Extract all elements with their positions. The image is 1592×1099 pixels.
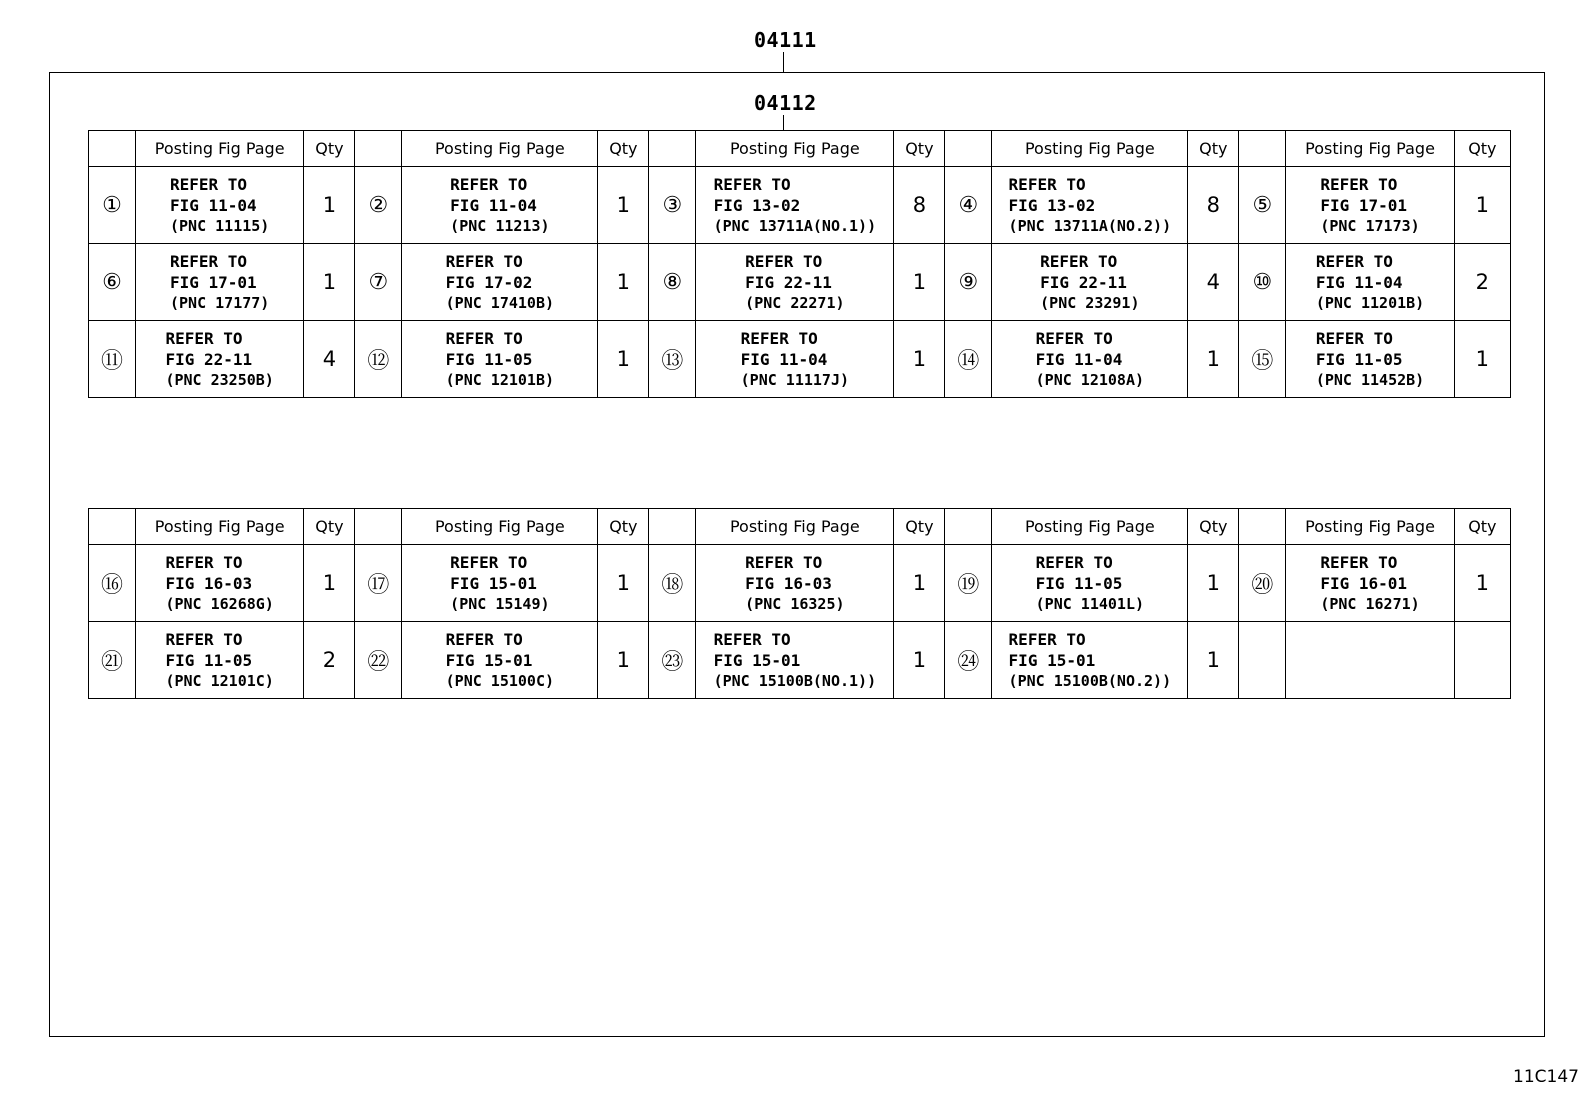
header-row bbox=[89, 131, 1511, 167]
header-posting-fig-page: Posting Fig Page bbox=[402, 131, 598, 167]
header-blank-cell bbox=[355, 509, 402, 545]
item-number: ⑰ bbox=[355, 545, 402, 622]
reference-cell bbox=[992, 622, 1188, 699]
reference-text bbox=[446, 328, 554, 391]
item-number: ⑪ bbox=[89, 321, 136, 398]
fig-reference: FIG 22-11 bbox=[745, 272, 832, 292]
fig-reference: FIG 11-05 bbox=[1315, 349, 1403, 369]
quantity: 1 bbox=[304, 545, 355, 622]
item-number: ⑧ bbox=[649, 244, 696, 321]
reference-text bbox=[446, 251, 554, 314]
item-number: ⑤ bbox=[1239, 167, 1286, 244]
reference-cell bbox=[402, 244, 598, 321]
header-posting-fig-page: Posting Fig Page bbox=[1286, 509, 1454, 545]
fig-reference: FIG 16-01 bbox=[1320, 573, 1408, 593]
item-number: ⑮ bbox=[1239, 321, 1286, 398]
reference-cell bbox=[402, 321, 598, 398]
quantity: 1 bbox=[1188, 545, 1239, 622]
quantity: 1 bbox=[598, 167, 649, 244]
reference-cell bbox=[1286, 545, 1454, 622]
quantity bbox=[1454, 622, 1510, 699]
header-qty: Qty bbox=[894, 509, 945, 545]
pnc-reference: (PNC 15100B(NO.1)) bbox=[713, 671, 877, 690]
pnc-reference: (PNC 11201B) bbox=[1315, 293, 1425, 312]
reference-text bbox=[1009, 629, 1172, 692]
quantity: 1 bbox=[894, 321, 945, 398]
reference-cell bbox=[135, 167, 303, 244]
item-number: ㉒ bbox=[355, 622, 402, 699]
reference-cell bbox=[135, 622, 303, 699]
item-number: ㉓ bbox=[649, 622, 696, 699]
reference-text bbox=[1040, 251, 1139, 314]
reference-cell bbox=[992, 545, 1188, 622]
pnc-reference: (PNC 12101C) bbox=[165, 671, 274, 690]
quantity: 8 bbox=[1188, 167, 1239, 244]
parts-reference-table-2 bbox=[88, 508, 1511, 699]
item-number: ⑦ bbox=[355, 244, 402, 321]
refer-to-label: REFER TO bbox=[1035, 552, 1113, 572]
reference-text bbox=[1036, 328, 1144, 391]
fig-reference: FIG 11-05 bbox=[165, 650, 253, 670]
fig-reference: FIG 11-04 bbox=[1315, 272, 1403, 292]
header-posting-fig-page: Posting Fig Page bbox=[696, 131, 894, 167]
reference-cell bbox=[1286, 244, 1454, 321]
quantity: 1 bbox=[1454, 167, 1510, 244]
refer-to-label: REFER TO bbox=[1320, 552, 1398, 572]
pnc-reference: (PNC 11117J) bbox=[740, 370, 850, 389]
reference-text bbox=[714, 629, 877, 692]
header-qty: Qty bbox=[598, 509, 649, 545]
pnc-reference: (PNC 13711A(NO.2)) bbox=[1008, 216, 1172, 235]
header-blank-cell bbox=[945, 131, 992, 167]
pnc-reference: (PNC 11213) bbox=[450, 216, 550, 235]
fig-reference: FIG 15-01 bbox=[713, 650, 801, 670]
pnc-reference: (PNC 17410B) bbox=[445, 293, 555, 312]
item-number: ㉑ bbox=[89, 622, 136, 699]
header-qty: Qty bbox=[598, 131, 649, 167]
pnc-reference: (PNC 23291) bbox=[1040, 293, 1140, 312]
pnc-reference: (PNC 16325) bbox=[745, 594, 845, 613]
subassembly-code: 04112 bbox=[754, 91, 817, 115]
reference-text bbox=[745, 552, 844, 615]
pnc-reference: (PNC 13711A(NO.1)) bbox=[713, 216, 877, 235]
quantity: 1 bbox=[894, 545, 945, 622]
quantity: 2 bbox=[1454, 244, 1510, 321]
refer-to-label: REFER TO bbox=[1035, 328, 1113, 348]
item-number: ① bbox=[89, 167, 136, 244]
header-blank-cell bbox=[89, 131, 136, 167]
pnc-reference: (PNC 15100C) bbox=[445, 671, 555, 690]
header-posting-fig-page: Posting Fig Page bbox=[992, 131, 1188, 167]
item-number: ⑯ bbox=[89, 545, 136, 622]
header-qty: Qty bbox=[1454, 131, 1510, 167]
assembly-leader-line bbox=[783, 52, 784, 72]
reference-text bbox=[1316, 251, 1424, 314]
pnc-reference: (PNC 11401L) bbox=[1035, 594, 1145, 613]
item-number: ③ bbox=[649, 167, 696, 244]
header-posting-fig-page: Posting Fig Page bbox=[135, 131, 303, 167]
quantity: 1 bbox=[1188, 622, 1239, 699]
reference-cell bbox=[696, 622, 894, 699]
refer-to-label: REFER TO bbox=[745, 251, 823, 271]
fig-reference: FIG 15-01 bbox=[450, 573, 537, 593]
reference-cell bbox=[1286, 321, 1454, 398]
reference-cell bbox=[402, 167, 598, 244]
refer-to-label: REFER TO bbox=[1008, 174, 1086, 194]
fig-reference: FIG 11-05 bbox=[1035, 573, 1123, 593]
reference-cell bbox=[402, 622, 598, 699]
fig-reference: FIG 13-02 bbox=[713, 195, 801, 215]
refer-to-label: REFER TO bbox=[1315, 251, 1393, 271]
item-number: ④ bbox=[945, 167, 992, 244]
item-number: ⑭ bbox=[945, 321, 992, 398]
pnc-reference: (PNC 17173) bbox=[1320, 216, 1420, 235]
refer-to-label: REFER TO bbox=[445, 328, 523, 348]
quantity: 1 bbox=[598, 321, 649, 398]
fig-reference: FIG 17-01 bbox=[169, 272, 257, 292]
fig-reference: FIG 11-04 bbox=[169, 195, 257, 215]
header-posting-fig-page: Posting Fig Page bbox=[696, 509, 894, 545]
table-row bbox=[89, 622, 1511, 699]
item-number: ⑳ bbox=[1239, 545, 1286, 622]
header-qty: Qty bbox=[304, 509, 355, 545]
reference-cell bbox=[992, 167, 1188, 244]
reference-cell bbox=[696, 167, 894, 244]
quantity: 4 bbox=[1188, 244, 1239, 321]
quantity: 4 bbox=[304, 321, 355, 398]
quantity: 1 bbox=[598, 545, 649, 622]
reference-text bbox=[1009, 174, 1172, 237]
item-number: ⑨ bbox=[945, 244, 992, 321]
table-row bbox=[89, 244, 1511, 321]
quantity: 1 bbox=[1188, 321, 1239, 398]
quantity: 1 bbox=[1454, 321, 1510, 398]
header-blank-cell bbox=[649, 509, 696, 545]
pnc-reference: (PNC 17177) bbox=[169, 293, 270, 312]
item-number: ② bbox=[355, 167, 402, 244]
reference-text bbox=[1316, 328, 1424, 391]
reference-text bbox=[165, 328, 273, 391]
header-blank-cell bbox=[945, 509, 992, 545]
reference-text bbox=[1320, 552, 1419, 615]
header-blank-cell bbox=[1239, 131, 1286, 167]
fig-reference: FIG 22-11 bbox=[165, 349, 253, 369]
item-number: ㉔ bbox=[945, 622, 992, 699]
pnc-reference: (PNC 16271) bbox=[1320, 594, 1420, 613]
header-posting-fig-page: Posting Fig Page bbox=[1286, 131, 1454, 167]
pnc-reference: (PNC 11452B) bbox=[1315, 370, 1425, 389]
header-qty: Qty bbox=[304, 131, 355, 167]
reference-cell bbox=[135, 244, 303, 321]
refer-to-label: REFER TO bbox=[740, 328, 818, 348]
fig-reference: FIG 16-03 bbox=[745, 573, 832, 593]
table-row bbox=[89, 545, 1511, 622]
quantity: 1 bbox=[598, 622, 649, 699]
reference-cell bbox=[696, 244, 894, 321]
fig-reference: FIG 17-01 bbox=[1320, 195, 1408, 215]
reference-text bbox=[450, 174, 549, 237]
reference-cell bbox=[992, 321, 1188, 398]
header-posting-fig-page: Posting Fig Page bbox=[402, 509, 598, 545]
refer-to-label: REFER TO bbox=[713, 174, 791, 194]
refer-to-label: REFER TO bbox=[169, 174, 248, 194]
quantity: 1 bbox=[304, 167, 355, 244]
refer-to-label: REFER TO bbox=[1320, 174, 1398, 194]
reference-text bbox=[745, 251, 844, 314]
item-number: ⑫ bbox=[355, 321, 402, 398]
refer-to-label: REFER TO bbox=[165, 328, 243, 348]
reference-text bbox=[446, 629, 554, 692]
refer-to-label: REFER TO bbox=[745, 552, 823, 572]
item-number: ⑬ bbox=[649, 321, 696, 398]
reference-text bbox=[1320, 174, 1419, 237]
header-blank-cell bbox=[649, 131, 696, 167]
header-blank-cell bbox=[89, 509, 136, 545]
refer-to-label: REFER TO bbox=[165, 552, 243, 572]
header-qty: Qty bbox=[894, 131, 945, 167]
item-number: ⑥ bbox=[89, 244, 136, 321]
fig-reference: FIG 11-04 bbox=[1035, 349, 1123, 369]
refer-to-label: REFER TO bbox=[1040, 251, 1118, 271]
reference-cell bbox=[135, 545, 303, 622]
header-blank-cell bbox=[355, 131, 402, 167]
quantity: 1 bbox=[894, 622, 945, 699]
reference-text bbox=[714, 174, 877, 237]
refer-to-label: REFER TO bbox=[1315, 328, 1393, 348]
pnc-reference: (PNC 12108A) bbox=[1035, 370, 1145, 389]
fig-reference: FIG 13-02 bbox=[1008, 195, 1096, 215]
pnc-reference: (PNC 12101B) bbox=[445, 370, 555, 389]
fig-reference: FIG 15-01 bbox=[445, 650, 533, 670]
pnc-reference: (PNC 15149) bbox=[450, 594, 550, 613]
pnc-reference: (PNC 22271) bbox=[745, 293, 845, 312]
header-posting-fig-page: Posting Fig Page bbox=[135, 509, 303, 545]
header-qty: Qty bbox=[1454, 509, 1510, 545]
fig-reference: FIG 22-11 bbox=[1040, 272, 1127, 292]
table-row bbox=[89, 321, 1511, 398]
quantity: 2 bbox=[304, 622, 355, 699]
refer-to-label: REFER TO bbox=[165, 629, 243, 649]
item-number bbox=[1239, 622, 1286, 699]
quantity: 1 bbox=[1454, 545, 1510, 622]
reference-cell bbox=[992, 244, 1188, 321]
fig-reference: FIG 11-04 bbox=[740, 349, 828, 369]
reference-text bbox=[165, 629, 273, 692]
pnc-reference: (PNC 15100B(NO.2)) bbox=[1008, 671, 1172, 690]
reference-cell bbox=[1286, 622, 1454, 699]
reference-cell bbox=[696, 545, 894, 622]
quantity: 1 bbox=[894, 244, 945, 321]
refer-to-label: REFER TO bbox=[1008, 629, 1086, 649]
header-posting-fig-page: Posting Fig Page bbox=[992, 509, 1188, 545]
assembly-code: 04111 bbox=[754, 28, 817, 52]
refer-to-label: REFER TO bbox=[445, 629, 523, 649]
fig-reference: FIG 15-01 bbox=[1008, 650, 1096, 670]
reference-cell bbox=[135, 321, 303, 398]
pnc-reference: (PNC 11115) bbox=[169, 216, 270, 235]
parts-reference-table-1 bbox=[88, 130, 1511, 398]
quantity: 1 bbox=[304, 244, 355, 321]
pnc-reference: (PNC 16268G) bbox=[165, 594, 274, 613]
reference-text bbox=[741, 328, 849, 391]
subassembly-leader-line bbox=[783, 115, 784, 131]
fig-reference: FIG 16-03 bbox=[165, 573, 253, 593]
table-row bbox=[89, 167, 1511, 244]
refer-to-label: REFER TO bbox=[450, 174, 528, 194]
pnc-reference: (PNC 23250B) bbox=[165, 370, 274, 389]
refer-to-label: REFER TO bbox=[445, 251, 523, 271]
reference-cell bbox=[1286, 167, 1454, 244]
refer-to-label: REFER TO bbox=[713, 629, 791, 649]
diagram-id: 11C147 bbox=[1513, 1067, 1579, 1087]
reference-text bbox=[450, 552, 549, 615]
header-qty: Qty bbox=[1188, 509, 1239, 545]
reference-text bbox=[170, 251, 269, 314]
reference-cell bbox=[696, 321, 894, 398]
quantity: 1 bbox=[598, 244, 649, 321]
quantity: 8 bbox=[894, 167, 945, 244]
header-row bbox=[89, 509, 1511, 545]
reference-text bbox=[1036, 552, 1144, 615]
reference-text bbox=[170, 174, 269, 237]
header-qty: Qty bbox=[1188, 131, 1239, 167]
item-number: ⑱ bbox=[649, 545, 696, 622]
fig-reference: FIG 11-04 bbox=[450, 195, 537, 215]
fig-reference: FIG 17-02 bbox=[445, 272, 533, 292]
header-blank-cell bbox=[1239, 509, 1286, 545]
reference-cell bbox=[402, 545, 598, 622]
refer-to-label: REFER TO bbox=[169, 251, 248, 271]
item-number: ⑩ bbox=[1239, 244, 1286, 321]
item-number: ⑲ bbox=[945, 545, 992, 622]
refer-to-label: REFER TO bbox=[450, 552, 528, 572]
fig-reference: FIG 11-05 bbox=[445, 349, 533, 369]
reference-text bbox=[165, 552, 273, 615]
